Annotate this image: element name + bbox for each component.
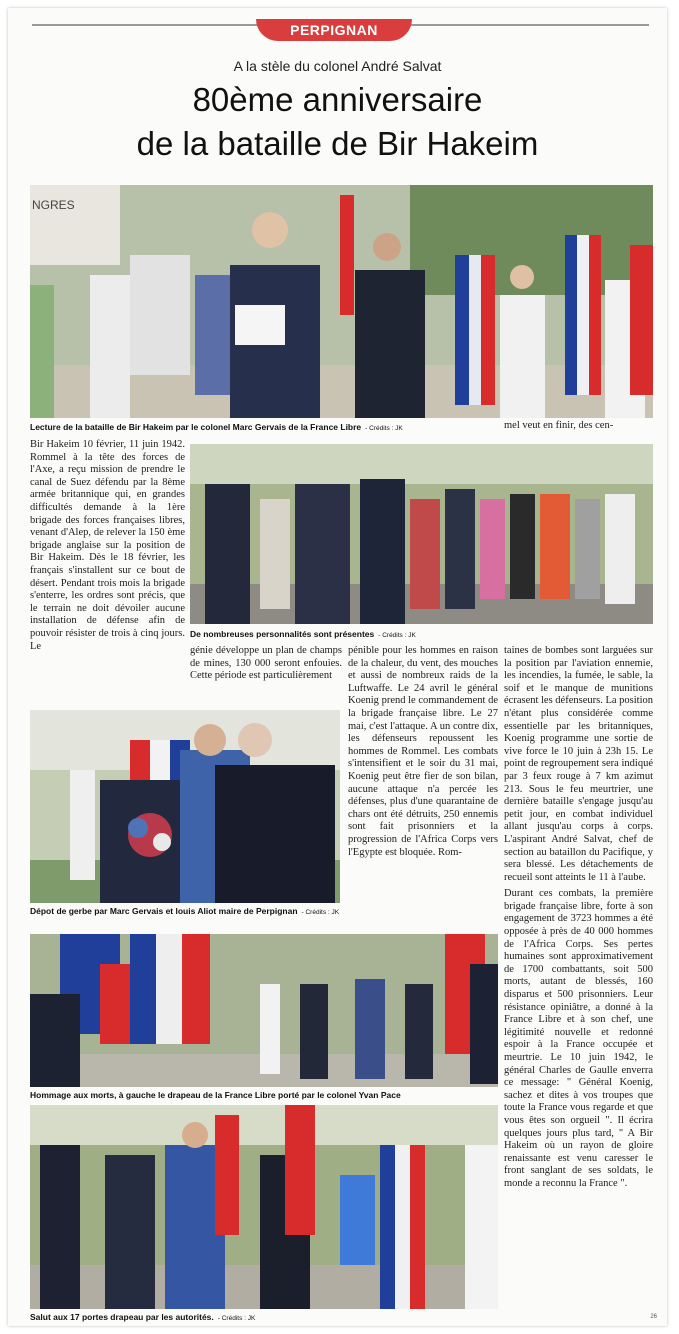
caption-photo-5	[30, 1312, 500, 1324]
photo-hommage	[30, 934, 498, 1087]
photo-wreath-image	[30, 710, 340, 903]
newspaper-page	[8, 8, 667, 1326]
caption-photo-5-text: Salut aux 17 portes drapeau par les autorités.	[30, 1312, 214, 1322]
page-number: 26	[650, 1314, 657, 1320]
column-1-text: Bir Hakeim 10 février, 11 juin 1942. Rommel à la tête des forces de l'Axe, a reçu mission de prendre le canal de Suez défendu par la 8ème armée britannique qui, en grandes difficultés demande à la 1ère brigade des forces françaises libres, venant d'Alep, de relever la 150 ème brigade anglaise sur la position de Bir Hakeim. Dès le 18 février, les français s'installent sur ce bout de désert. Pendant trois mois la brigade s'enterre, les ordres sont précis, que le terrain ne doit dévoiler aucune installation de défense afin de pouvoir résister de trois à cinq jours. Le	[30, 439, 185, 652]
photo-1-sign-text: NGRES	[32, 198, 75, 212]
column-4-para-2: Durant ces combats, la première brigade française libre, forte à son engagement de 3723 hommes a été opposée à près de 40 000 hommes de l'Africa Corps. Ses pertes humaines sont approximativement de 1700 combattants, soit 500 morts, autant de blessés, 160 disparus et 500 prisonniers. Leur résistance opiniâtre, a donné à la France Libre et à son chef, une légitimité nouvelle et redonné espoir à la France occupée et meurtrie. Le 10 juin 1942, le général Charles de Gaulle enverra ce message: " Général Koenig, sachez et dites à vos troupes que toute la France vous regarde et que vous êtes son orgueil ". Il écrira quelques jours plus tard, " A Bir Hakeim où un rayon de gloire renaissante est venu caresser le front sanglant de ses soldats, le monde a reconnu la France ".	[504, 888, 653, 1189]
section-tag: PERPIGNAN	[256, 19, 412, 41]
column-2-text: génie développe un plan de champs de mines, 130 000 seront enfouies. Cette période est particulièrement	[190, 645, 342, 682]
caption-photo-1-credit: - Crédits : JK	[365, 425, 403, 432]
column-4-top-line: mel veut en finir, des cen-	[504, 420, 614, 431]
caption-photo-4	[30, 1090, 500, 1102]
caption-photo-3-credit: - Crédits : JK	[301, 909, 340, 916]
photo-salut-portes-drapeau	[30, 1105, 498, 1309]
caption-photo-3-text: Dépot de gerbe par Marc Gervais et louis Aliot maire de Perpignan	[30, 906, 298, 916]
column-4-text	[504, 645, 653, 1320]
photo-ceremony-reading-image	[30, 185, 653, 418]
photo-wreath	[30, 710, 340, 903]
caption-photo-4-text: Hommage aux morts, à gauche le drapeau de la France Libre porté par le colonel Yvan Pace	[30, 1090, 401, 1100]
caption-photo-2	[190, 629, 653, 641]
caption-photo-5-credit: - Crédits : JK	[217, 1315, 256, 1322]
photo-personalities-image	[190, 444, 653, 624]
caption-photo-2-text: De nombreuses personnalités sont présentes	[190, 629, 375, 639]
headline-line-1: 80ème anniversaire	[192, 81, 483, 118]
photo-ceremony-reading	[30, 185, 653, 418]
caption-photo-3	[30, 906, 340, 918]
caption-photo-1	[30, 422, 500, 434]
headline	[8, 78, 667, 166]
kicker: A la stèle du colonel André Salvat	[233, 58, 442, 74]
caption-photo-2-credit: - Crédits : JK	[378, 632, 416, 639]
photo-hommage-image	[30, 934, 498, 1087]
column-3-text: pénible pour les hommes en raison de la chaleur, du vent, des mouches et aussi de nombreux raids de la Luftwaffe. Le 24 avril le général Koenig prend le commandement de la brigade française libre. Le 27 mai, c'est l'attaque. A un contre dix, les défenseurs repoussent les hommes de Rommel. Les combats s'intensifient et le soir du 31 mai, Koenig peut être fier de son bilan, aucune attaque n'a percée les défenses, plus d'une quarantaine de chars ont été détruits, 250 ennemis sont fait prisonniers et la progression de l'Africa Corps vers l'Egypte est bloquée. Rom-	[348, 645, 498, 858]
caption-photo-1-text: Lecture de la bataille de Bir Hakeim par le colonel Marc Gervais de la France Libre	[30, 422, 362, 432]
headline-line-2: de la bataille de Bir Hakeim	[136, 125, 539, 162]
photo-personalities	[190, 444, 653, 624]
column-4-para-1: taines de bombes sont larguées sur la position par l'aviation ennemie, les incendies, la fumée, le sable, la soif et le manque de munitions écrasent les défenseurs. La position n'étant plus considérée comme essentielle par les britanniques, Koenig programme une sortie de vive force le 10 juin à 23h 15. Le point de regroupement sera indiqué par 3 feux rouge à 7 km azimut 213. Sous le feu meurtrier, une dernière bataille s'engage jusqu'au petit jour, en combat individuel allant jusqu'au corps à corps. L'aspirant André Salvat, chef de section au bataillon du Pacifique, y sera blessé. Les détachements de recueil sont atteints le 11 à l'aube.	[504, 645, 653, 883]
photo-salut-image	[30, 1105, 498, 1309]
